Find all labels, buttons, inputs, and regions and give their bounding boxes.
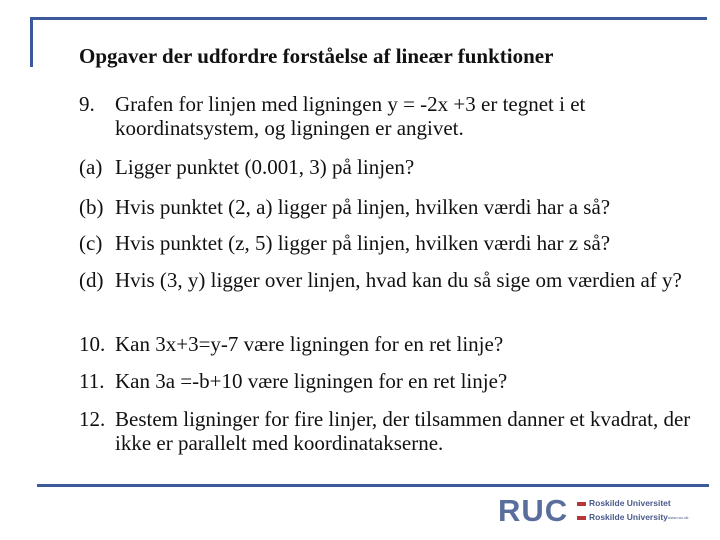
exercise-text: Ligger punktet (0.001, 3) på linjen?	[115, 155, 415, 179]
logo-bar-icon	[577, 502, 586, 506]
frame-bottom-rule	[37, 484, 709, 487]
exercise-number: (c)	[79, 231, 103, 255]
exercise-text: Hvis punktet (2, a) ligger på linjen, hvilken værdi har a så?	[115, 195, 611, 219]
exercise-item-9	[79, 92, 699, 140]
exercise-number: (b)	[79, 195, 104, 219]
exercise-text: Kan 3a =-b+10 være ligningen for en ret linje?	[115, 369, 508, 393]
exercise-text: Hvis punktet (z, 5) ligger på linjen, hvilken værdi har z så?	[115, 231, 611, 255]
exercise-text: Hvis (3, y) ligger over linjen, hvad kan du så sige om værdien af y?	[115, 268, 682, 292]
exercise-number: (a)	[79, 155, 103, 179]
slide-title: Opgaver der udfordre forståelse af lineær funktioner	[79, 44, 554, 68]
ruc-logo	[498, 494, 713, 528]
frame-top-rule	[30, 17, 707, 20]
exercise-text: Bestem ligninger for fire linjer, der tilsammen danner et kvadrat, der ikke er parallelt med koordinatakserne.	[115, 407, 691, 455]
logo-university-english: Roskilde University	[589, 512, 668, 522]
logo-abbreviation: RUC	[498, 493, 569, 528]
frame-left-rule	[30, 17, 33, 67]
exercise-item-11	[79, 369, 699, 393]
exercise-text: Grafen for linjen med ligningen y = -2x +3 er tegnet i et koordinatsystem, og ligningen er angivet.	[115, 92, 586, 140]
exercise-number: 9.	[79, 92, 95, 116]
exercise-item-12	[79, 407, 699, 455]
exercise-text: Kan 3x+3=y-7 være ligningen for en ret linje?	[115, 332, 504, 356]
exercise-number: (d)	[79, 268, 104, 292]
exercise-item-b	[79, 195, 699, 219]
logo-url: www.ruc.dk	[668, 515, 689, 520]
exercise-number: 12.	[79, 407, 106, 431]
exercise-item-10	[79, 332, 699, 356]
exercise-item-d	[79, 268, 699, 292]
logo-bar-icon	[577, 516, 586, 520]
logo-university-danish: Roskilde Universitet	[589, 498, 671, 508]
exercise-item-c	[79, 231, 699, 255]
exercise-number: 11.	[79, 369, 105, 393]
exercise-number: 10.	[79, 332, 106, 356]
exercise-item-a	[79, 155, 699, 179]
